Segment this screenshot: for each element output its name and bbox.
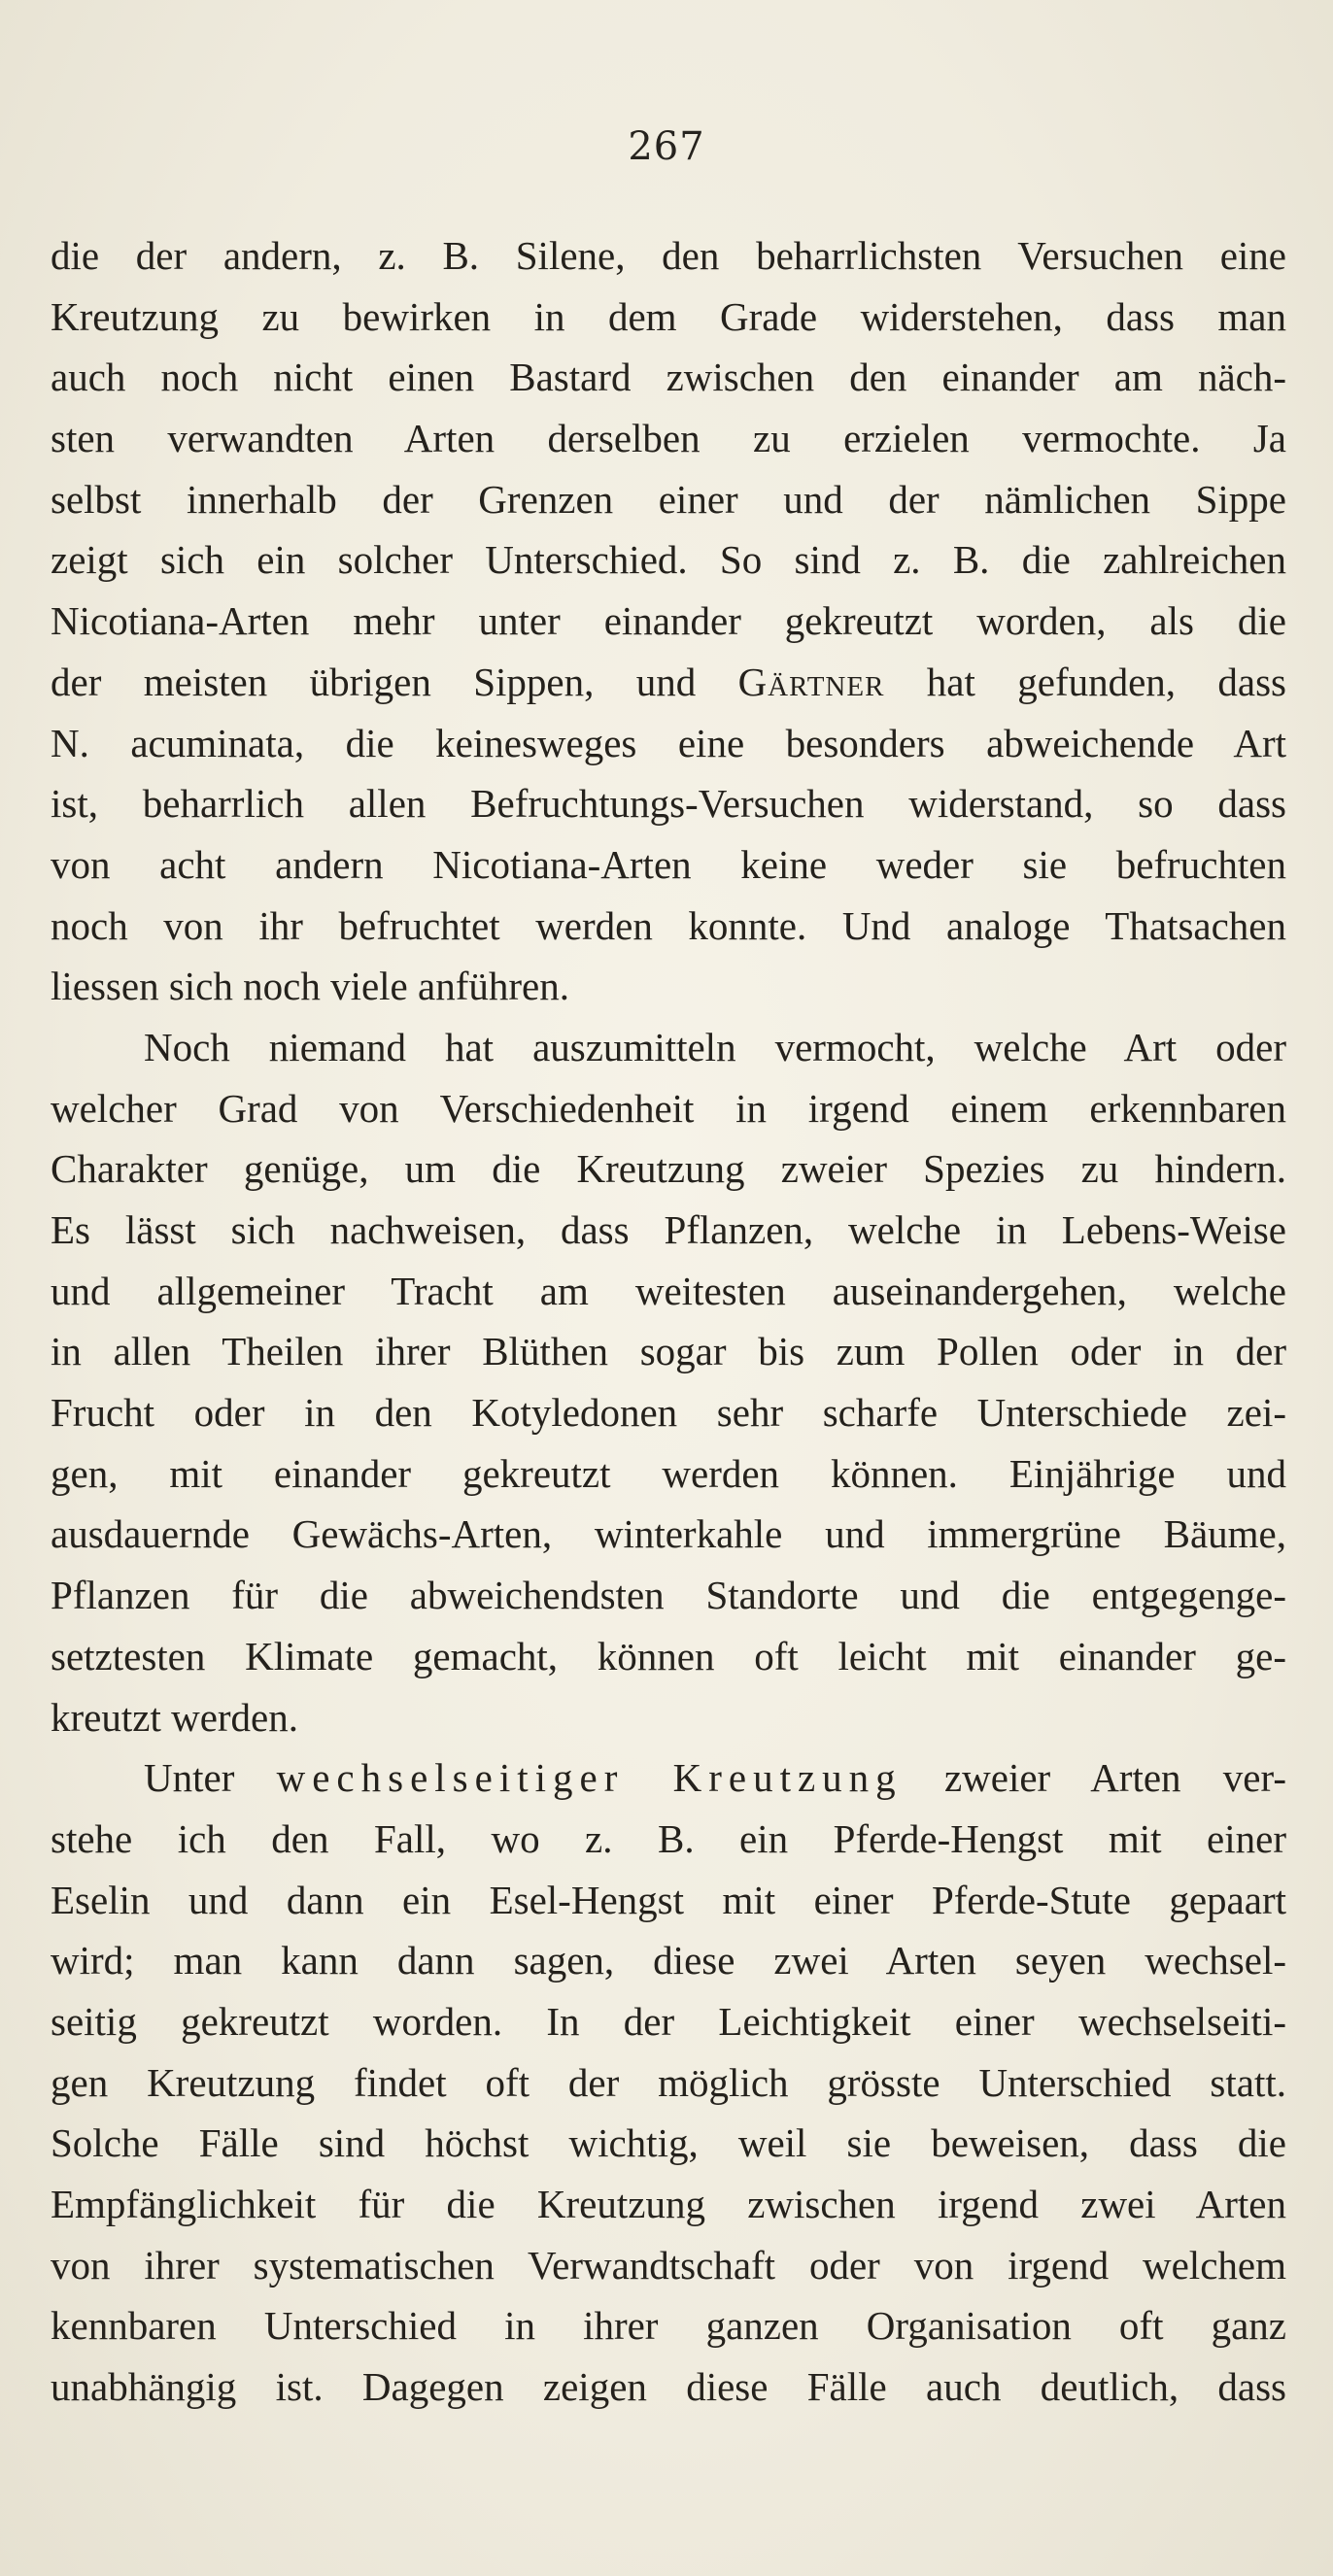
text-line: kennbaren Unterschied in ihrer ganzen Organisation oft ganz [51,2303,1286,2349]
text-line: Kreutzung zu bewirken in dem Grade widerstehen, dass man [51,293,1286,339]
text-line [51,652,1286,713]
text-line: Solche Fälle sind höchst wichtig, weil sie beweisen, dass die [51,2120,1286,2166]
text-line: setztesten Klimate gemacht, können oft leicht mit einander ge- [51,1633,1286,1678]
text-line: kreutzt werden. [51,1694,298,1740]
text-line: Nicotiana-Arten mehr unter einander gekreutzt worden, als die [51,598,1286,644]
text-line: Empfänglichkeit für die Kreutzung zwischen irgend zwei Arten [51,2182,1286,2226]
text-fragment: der meisten übrigen Sippen, und [51,659,697,704]
text-line: auch noch nicht einen Bastard zwischen den einander am näch- [51,355,1286,400]
text-line: ist, beharrlich allen Befruchtungs-Versuchen widerstand, so dass [51,781,1286,827]
emphasized-term: wechselseitiger Kreutzung [276,1755,903,1801]
text-line: N. acuminata, die keinesweges eine besonders abweichende Art [51,720,1286,765]
text-line: sten verwandten Arten derselben zu erzielen vermochte. Ja [51,416,1286,461]
text-line: Noch niemand hat auszumitteln vermocht, welche Art oder [144,1024,1286,1069]
text-line: welcher Grad von Verschiedenheit in irgend einem erkennbaren [51,1085,1286,1131]
text-line: zeigt sich ein solcher Unterschied. So sind z. B. die zahlreichen [51,537,1286,583]
text-line: ausdauernde Gewächs-Arten, winterkahle und immergrüne Bäume, [51,1511,1286,1557]
text-fragment: Unter [144,1755,235,1801]
text-line: noch von ihr befruchtet werden konnte. Und analoge Thatsachen [51,902,1286,948]
text-line: gen, mit einander gekreutzt werden können. Einjährige und [51,1450,1286,1496]
text-line: in allen Theilen ihrer Blüthen sogar bis zum Pollen oder in der [51,1329,1286,1374]
text-line: gen Kreutzung findet oft der möglich grösste Unterschied statt. [51,2059,1286,2105]
text-line: wird; man kann dann sagen, diese zwei Arten seyen wechsel- [51,1938,1286,1983]
text-fragment: hat gefunden, dass [926,659,1286,704]
text-line: die der andern, z. B. Silene, den beharrlichsten Versuchen eine [51,233,1286,278]
paragraph-2 [51,1017,1286,1747]
text-line: Es lässt sich nachweisen, dass Pflanzen, welche in Lebens-Weise [51,1207,1286,1252]
text-line: unabhängig ist. Dagegen zeigen diese Fälle auch deutlich, dass [51,2364,1286,2410]
paragraph-1 [51,225,1286,1017]
text-line: liessen sich noch viele anführen. [51,964,569,1009]
page-number: 267 [628,124,705,169]
text-line: Frucht oder in den Kotyledonen sehr scharfe Unterschiede zei- [51,1390,1286,1436]
text-line: stehe ich den Fall, wo z. B. ein Pferde-Hengst mit einer [51,1815,1286,1861]
paragraph-3 [51,1747,1286,2418]
text-line: und allgemeiner Tracht am weitesten auseinandergehen, welche [51,1268,1286,1313]
text-line: Charakter genüge, um die Kreutzung zweier Spezies zu hindern. [51,1146,1286,1192]
text-line: Pflanzen für die abweichendsten Standorte und die entgegenge- [51,1573,1286,1618]
page-body [51,225,1286,2418]
text-line: Eselin und dann ein Esel-Hengst mit einer Pferde-Stute gepaart [51,1877,1286,1922]
text-line: seitig gekreutzt worden. In der Leichtigkeit einer wechselseiti- [51,1998,1286,2044]
text-line: selbst innerhalb der Grenzen einer und der nämlichen Sippe [51,476,1286,522]
text-fragment: zweier Arten ver- [943,1755,1286,1801]
author-name-gaertner: Gärtner [737,659,885,704]
text-line: von acht andern Nicotiana-Arten keine weder sie befruchten [51,841,1286,887]
text-line [51,1747,1286,1809]
text-line: von ihrer systematischen Verwandtschaft oder von irgend welchem [51,2242,1286,2288]
